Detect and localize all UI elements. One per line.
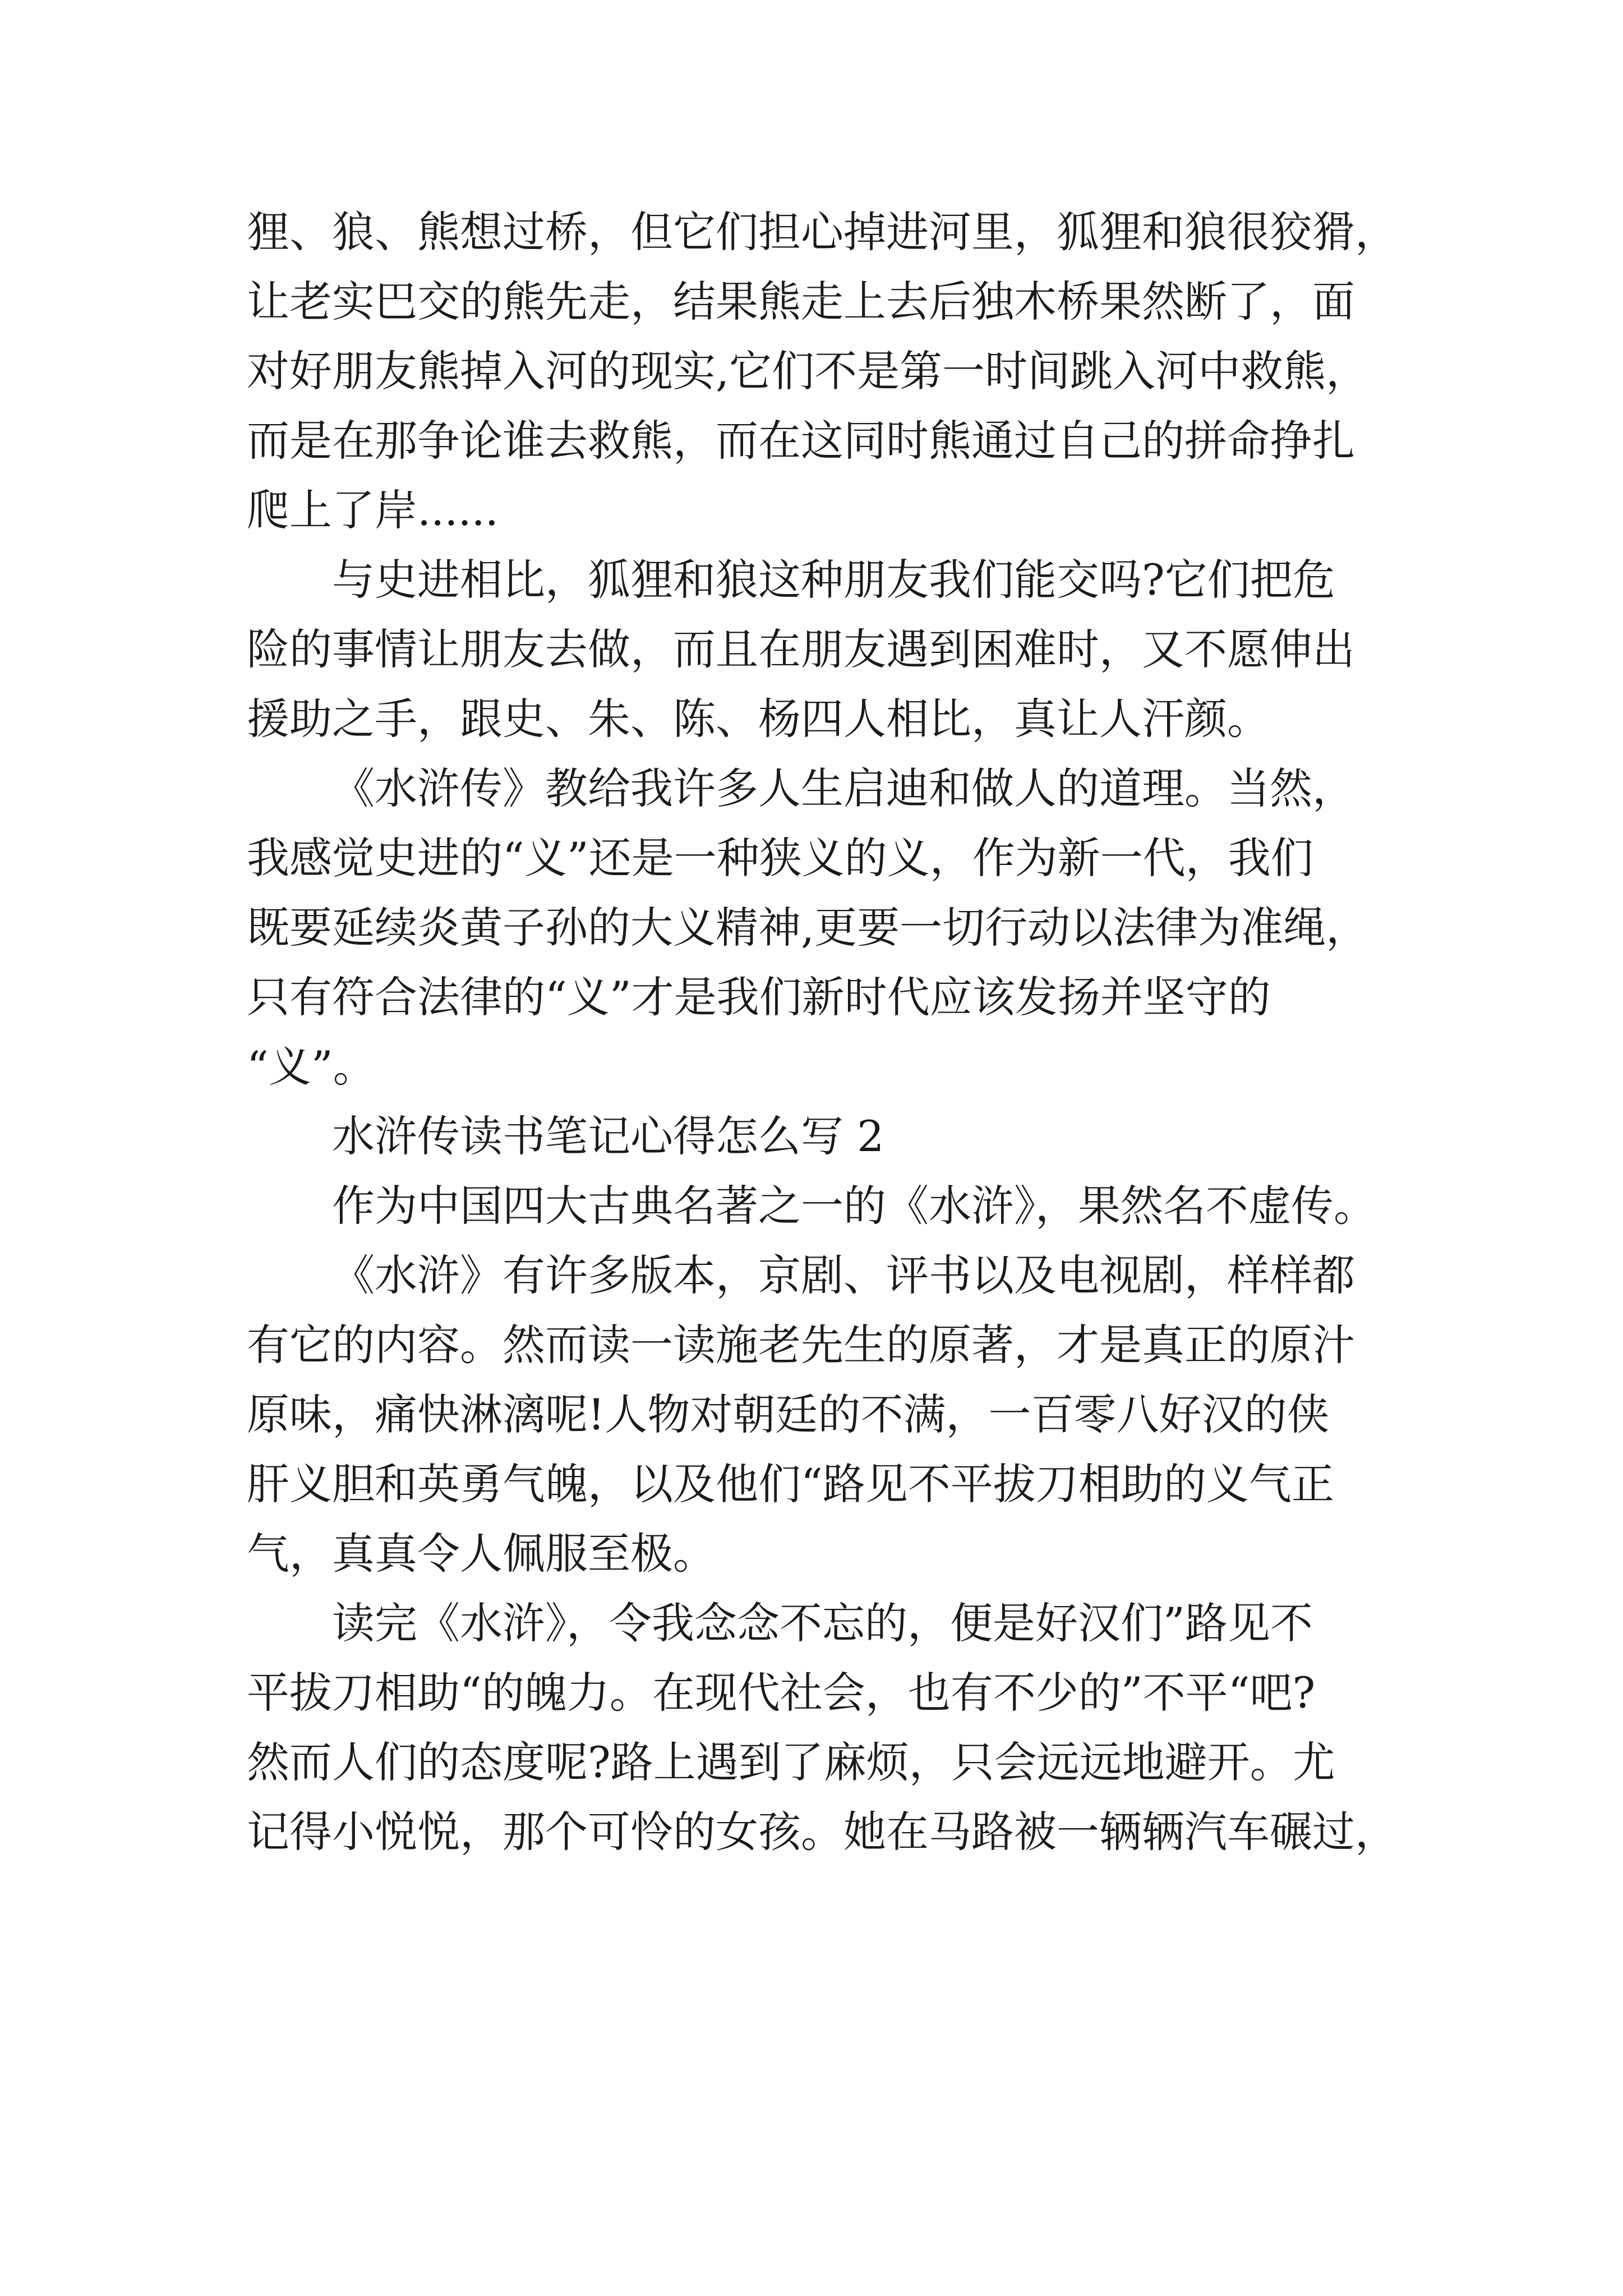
text-line: 记得小悦悦，那个可怜的女孩。她在马路被一辆辆汽车碾过， (247, 1807, 1398, 1857)
text-line: 肝义胆和英勇气魄，以及他们“路见不平拔刀相助的义气正 (247, 1459, 1334, 1509)
text-line: 只有符合法律的“义”才是我们新时代应该发扬并坚守的 (247, 972, 1271, 1022)
text-line: 读完《水浒》，令我念念不忘的，便是好汉们”路见不 (332, 1598, 1313, 1648)
text-line: 对好朋友熊掉入河的现实,它们不是第一时间跳入河中救熊， (247, 346, 1369, 396)
text-line: 我感觉史进的“义”还是一种狭义的义，作为新一代，我们 (247, 833, 1313, 883)
text-line: 气，真真令人佩服至极。 (247, 1529, 716, 1579)
text-line: 有它的内容。然而读一读施老先生的原著，才是真正的原汁 (247, 1320, 1355, 1370)
text-line: 既要延续炎黄子孙的大义精神,更要一切行动以法律为准绳， (247, 903, 1369, 953)
paragraph-1 (247, 197, 1424, 545)
paragraph-4 (247, 1171, 1424, 1241)
text-line: 原味，痛快淋漓呢!人物对朝廷的不满，一百零八好汉的侠 (247, 1389, 1330, 1439)
text-line: 援助之手，跟史、朱、陈、杨四人相比，真让人汗颜。 (247, 694, 1270, 744)
paragraph-2 (247, 545, 1424, 754)
text-line: 爬上了岸...... (247, 485, 499, 535)
paragraph-3 (247, 754, 1424, 1102)
text-line: 而是在那争论谁去救熊，而在这同时熊通过自己的拼命挣扎 (247, 416, 1355, 466)
section-heading-text: 水浒传读书笔记心得怎么写 2 (332, 1111, 884, 1161)
text-line: 《水浒传》教给我许多人生启迪和做人的道理。当然， (332, 763, 1355, 813)
text-line: “义”。 (247, 1042, 376, 1092)
paragraph-5 (247, 1241, 1424, 1589)
text-line: 与史进相比，狐狸和狼这种朋友我们能交吗?它们把危 (332, 555, 1335, 605)
text-line: 然而人们的态度呢?路上遇到了麻烦，只会远远地避开。尤 (247, 1737, 1335, 1787)
text-line: 狸、狼、熊想过桥，但它们担心掉进河里，狐狸和狼很狡猾， (247, 207, 1398, 257)
text-line: 作为中国四大古典名著之一的《水浒》，果然名不虚传。 (332, 1181, 1376, 1231)
paragraph-6 (247, 1589, 1424, 1867)
document-body (247, 197, 1424, 1867)
text-line: 平拔刀相助“的魄力。在现代社会，也有不少的”不平“吧? (247, 1668, 1316, 1718)
text-line: 险的事情让朋友去做，而且在朋友遇到困难时，又不愿伸出 (247, 624, 1355, 674)
text-line: 《水浒》有许多版本，京剧、评书以及电视剧，样样都 (332, 1250, 1355, 1300)
section-heading (247, 1102, 1424, 1171)
text-line: 让老实巴交的熊先走，结果熊走上去后独木桥果然断了，面 (247, 277, 1355, 326)
